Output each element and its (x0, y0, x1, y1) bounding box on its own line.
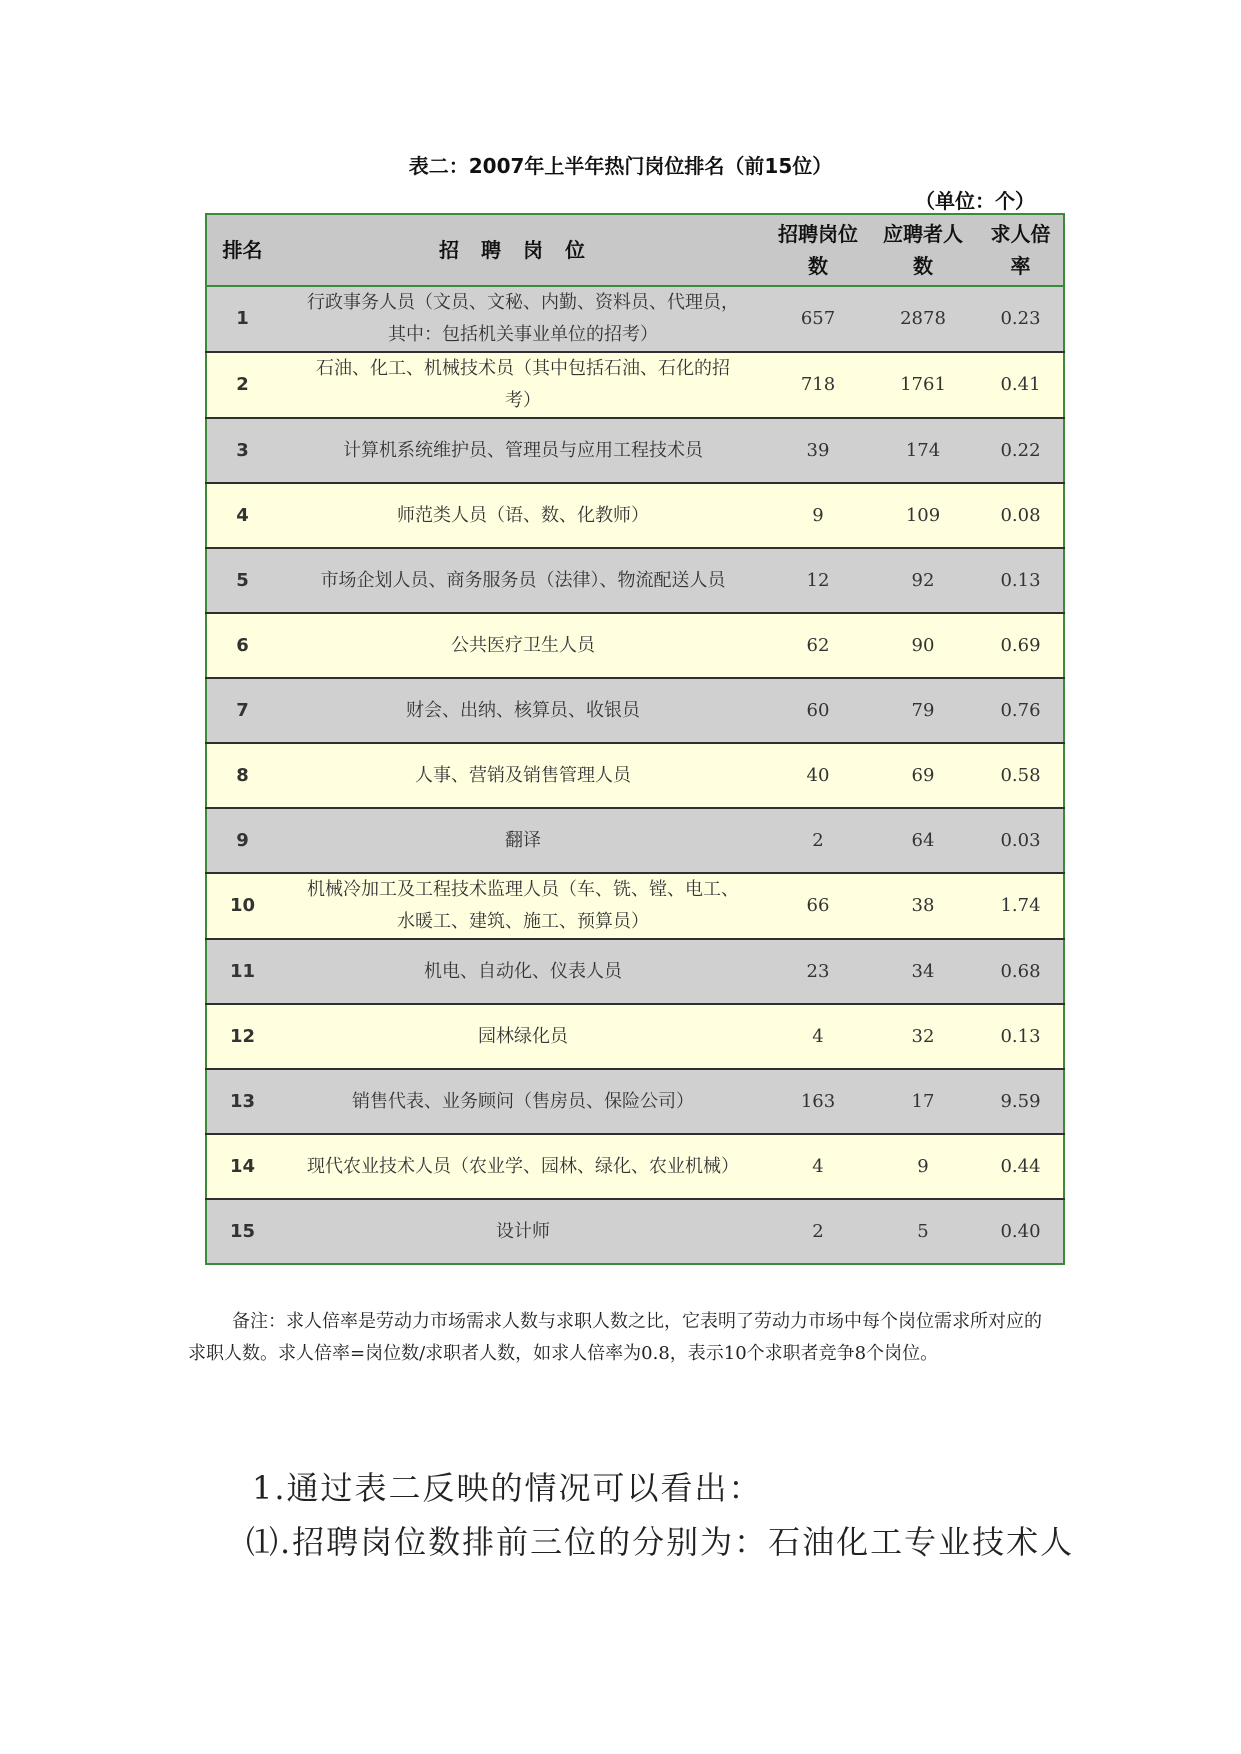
table-row (206, 808, 1064, 873)
cell-jobs: 60 (768, 678, 868, 743)
header-applicants-line1: 应聘者人 (883, 222, 963, 246)
header-applicants-line2: 数 (913, 254, 933, 278)
cell-jobs: 40 (768, 743, 868, 808)
cell-rank: 8 (206, 743, 278, 808)
cell-position (278, 548, 768, 613)
table-row (206, 1069, 1064, 1134)
cell-position (278, 1199, 768, 1264)
table-row (206, 873, 1064, 939)
table-row (206, 418, 1064, 483)
cell-rank: 5 (206, 548, 278, 613)
position-line-1: 园林绿化员 (478, 1025, 568, 1047)
cell-rank: 2 (206, 352, 278, 418)
body-paragraph-2: ⑴.招聘岗位数排前三位的分别为：石油化工专业技术人 (246, 1523, 1075, 1561)
cell-ratio: 0.58 (978, 743, 1064, 808)
table-row (206, 352, 1064, 418)
cell-applicants: 64 (868, 808, 978, 873)
cell-position (278, 743, 768, 808)
position-line-1: 市场企划人员、商务服务员（法律）、物流配送人员 (320, 569, 726, 591)
cell-jobs: 718 (768, 352, 868, 418)
cell-applicants: 34 (868, 939, 978, 1004)
cell-rank: 6 (206, 613, 278, 678)
cell-ratio: 0.68 (978, 939, 1064, 1004)
cell-ratio: 0.44 (978, 1134, 1064, 1199)
header-jobs-line2: 数 (808, 254, 828, 278)
cell-ratio: 9.59 (978, 1069, 1064, 1134)
cell-ratio: 0.41 (978, 352, 1064, 418)
table-row (206, 743, 1064, 808)
position-line-1: 人事、营销及销售管理人员 (415, 764, 631, 786)
cell-jobs: 2 (768, 808, 868, 873)
cell-jobs: 4 (768, 1134, 868, 1199)
table-row (206, 483, 1064, 548)
position-line-2: 考） (505, 390, 541, 411)
cell-jobs: 9 (768, 483, 868, 548)
position-line-1: 翻译 (505, 829, 541, 851)
cell-rank: 7 (206, 678, 278, 743)
position-line-1: 师范类人员（语、数、化教师） (397, 504, 649, 526)
position-line-1: 机械冷加工及工程技术监理人员（车、铣、镗、电工、 (307, 879, 739, 900)
cell-rank: 4 (206, 483, 278, 548)
header-jobs-line1: 招聘岗位 (778, 222, 858, 246)
cell-ratio: 0.13 (978, 1004, 1064, 1069)
cell-ratio: 0.22 (978, 418, 1064, 483)
cell-applicants: 2878 (868, 286, 978, 352)
cell-jobs: 66 (768, 873, 868, 939)
cell-ratio: 0.23 (978, 286, 1064, 352)
cell-position (278, 613, 768, 678)
cell-applicants: 109 (868, 483, 978, 548)
cell-rank: 9 (206, 808, 278, 873)
cell-applicants: 174 (868, 418, 978, 483)
header-jobs (768, 214, 868, 286)
unit-label: （单位：个） (915, 189, 1035, 213)
cell-ratio: 0.13 (978, 548, 1064, 613)
header-rank: 排名 (206, 214, 278, 286)
cell-jobs: 62 (768, 613, 868, 678)
cell-position (278, 418, 768, 483)
table-header-row (206, 214, 1064, 286)
position-line-1: 机电、自动化、仪表人员 (424, 960, 622, 982)
cell-applicants: 1761 (868, 352, 978, 418)
cell-ratio: 0.40 (978, 1199, 1064, 1264)
cell-ratio: 0.08 (978, 483, 1064, 548)
table-row (206, 613, 1064, 678)
position-line-1: 销售代表、业务顾问（售房员、保险公司） (352, 1090, 694, 1112)
cell-applicants: 90 (868, 613, 978, 678)
header-ratio (978, 214, 1064, 286)
position-line-1: 设计师 (496, 1220, 550, 1242)
cell-position (278, 939, 768, 1004)
cell-rank: 10 (206, 873, 278, 939)
table-row (206, 286, 1064, 352)
cell-jobs: 12 (768, 548, 868, 613)
cell-rank: 3 (206, 418, 278, 483)
cell-applicants: 5 (868, 1199, 978, 1264)
note-paragraph: 备注：求人倍率是劳动力市场需求人数与求职人数之比，它表明了劳动力市场中每个岗位需求所对应的求职人数。求人倍率=岗位数/求职者人数，如求人倍率为0.8，表示10个求职者竞争8个岗位。 (188, 1311, 1042, 1364)
cell-jobs: 23 (768, 939, 868, 1004)
cell-rank: 13 (206, 1069, 278, 1134)
table-row (206, 1199, 1064, 1264)
header-ratio-line2: 率 (1010, 254, 1031, 278)
table-row (206, 1004, 1064, 1069)
position-line-2: 其中：包括机关事业单位的招考） (388, 324, 658, 345)
cell-position (278, 483, 768, 548)
cell-applicants: 17 (868, 1069, 978, 1134)
cell-jobs: 4 (768, 1004, 868, 1069)
cell-rank: 12 (206, 1004, 278, 1069)
cell-rank: 11 (206, 939, 278, 1004)
cell-position (278, 808, 768, 873)
cell-position (278, 1134, 768, 1199)
table-row (206, 548, 1064, 613)
position-line-1: 现代农业技术人员（农业学、园林、绿化、农业机械） (307, 1155, 739, 1177)
cell-jobs: 657 (768, 286, 868, 352)
position-line-1: 石油、化工、机械技术员（其中包括石油、石化的招 (316, 358, 730, 379)
cell-rank: 1 (206, 286, 278, 352)
cell-applicants: 9 (868, 1134, 978, 1199)
cell-applicants: 38 (868, 873, 978, 939)
cell-position (278, 352, 768, 418)
position-line-2: 水暖工、建筑、施工、预算员） (397, 911, 649, 932)
cell-rank: 14 (206, 1134, 278, 1199)
table-title: 表二：2007年上半年热门岗位排名（前15位） (408, 154, 833, 178)
cell-ratio: 0.69 (978, 613, 1064, 678)
header-applicants (868, 214, 978, 286)
cell-position (278, 286, 768, 352)
cell-ratio: 0.03 (978, 808, 1064, 873)
cell-rank: 15 (206, 1199, 278, 1264)
cell-position (278, 873, 768, 939)
cell-jobs: 2 (768, 1199, 868, 1264)
table-row (206, 678, 1064, 743)
ranking-table (205, 213, 1065, 1265)
table-row (206, 1134, 1064, 1199)
cell-ratio: 0.76 (978, 678, 1064, 743)
cell-position (278, 1004, 768, 1069)
cell-applicants: 79 (868, 678, 978, 743)
cell-jobs: 163 (768, 1069, 868, 1134)
cell-position (278, 678, 768, 743)
table-row (206, 939, 1064, 1004)
cell-jobs: 39 (768, 418, 868, 483)
cell-ratio: 1.74 (978, 873, 1064, 939)
table-body (206, 286, 1064, 1264)
position-line-1: 公共医疗卫生人员 (451, 634, 595, 656)
body-paragraph-1: 1.通过表二反映的情况可以看出： (252, 1469, 763, 1507)
cell-applicants: 69 (868, 743, 978, 808)
position-line-1: 财会、出纳、核算员、收银员 (406, 699, 640, 721)
cell-applicants: 32 (868, 1004, 978, 1069)
header-ratio-line1: 求人倍 (990, 222, 1051, 246)
cell-position (278, 1069, 768, 1134)
position-line-1: 行政事务人员（文员、文秘、内勤、资料员、代理员， (307, 292, 739, 313)
header-position: 招聘岗位 (278, 214, 768, 286)
cell-applicants: 92 (868, 548, 978, 613)
position-line-1: 计算机系统维护员、管理员与应用工程技术员 (343, 439, 703, 461)
